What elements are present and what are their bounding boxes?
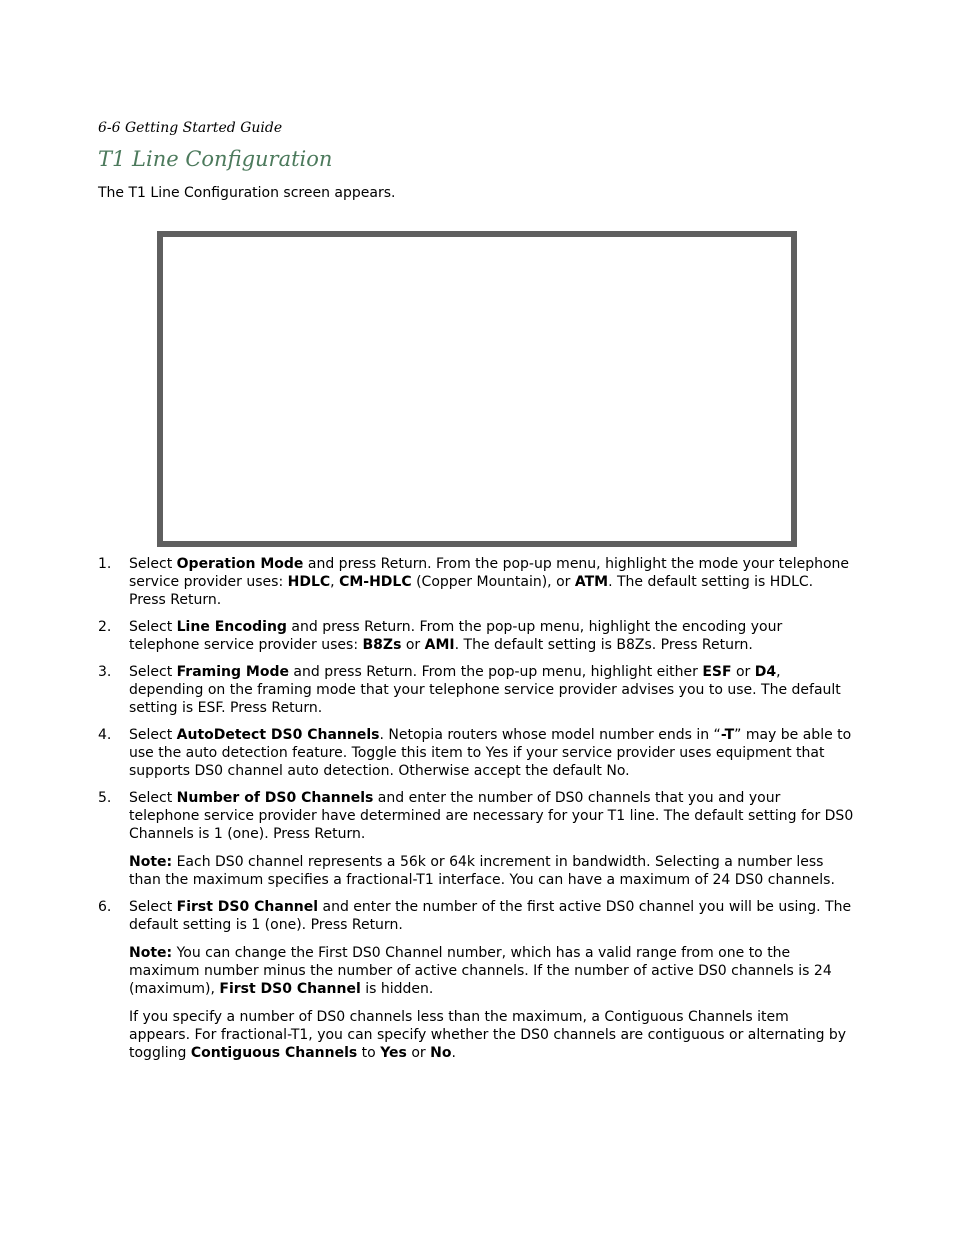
bold-term: CM-HDLC [339,574,412,590]
note-text: You can change the First DS0 Channel number, which has a valid range from one to the maximum number minus the number of active channels. If the number of active DS0 channels is 24 (maximum), [129,945,832,997]
step-number: 6. [98,899,112,915]
note-text: Each DS0 channel represents a 56k or 64k increment in bandwidth. Selecting a number less than the maximum specifies a fractional-T1 interface. You can have a maximum of 24 DS0 channels. [129,854,835,888]
text-run: Select [129,727,177,743]
text-run: , depending on the framing mode that your telephone service provider advises you to use. The default setting is ESF. Press Return. [129,664,841,716]
step-text [129,898,854,934]
text-run: or [401,637,425,653]
list-item-step-2 [98,618,854,654]
step-text [129,663,854,717]
text-run: and enter the number of the first active DS0 channel you will be using. The default setting is 1 (one). Press Return. [129,899,852,933]
bold-term: Contiguous Channels [190,1045,358,1061]
bold-term: Framing Mode [176,664,289,680]
note-label: Note: [129,854,173,870]
bold-term: No [430,1045,452,1061]
note-label: Note: [129,945,173,961]
bold-term: AMI [424,637,455,653]
text-run: and enter the number of DS0 channels that you and your telephone service provider have determined are necessary for your T1 line. The default setting for DS0 Channels is 1 (one). Press Return. [129,790,854,842]
text-run: , [330,574,340,590]
list-item-step-4 [98,726,854,780]
note [129,944,854,998]
list-item-step-1 [98,555,854,609]
list-item-step-5 [98,789,854,889]
text-run: or [731,664,755,680]
text-run: ” may be able to use the auto detection feature. Toggle this item to Yes if your service provider uses equipment that supports DS0 channel auto detection. Otherwise accept the default No. [129,727,852,779]
bold-term: Yes [380,1045,407,1061]
steps-list [98,555,854,1071]
bold-term: First DS0 Channel [176,899,319,915]
step-text [129,618,854,654]
text-run: to [357,1045,381,1061]
intro-text: The T1 Line Configuration screen appears. [98,185,396,201]
text-run: . [451,1045,456,1061]
list-item-step-3 [98,663,854,717]
step-number: 5. [98,790,112,806]
bold-term: HDLC [287,574,331,590]
text-run: and press Return. From the pop-up menu, highlight the mode your telephone service provider uses: [129,556,850,590]
text-run: (Copper Mountain), or [411,574,575,590]
step-number: 3. [98,664,112,680]
step-number: 4. [98,727,112,743]
text-run: . The default setting is B8Zs. Press Return. [454,637,753,653]
screenshot-placeholder-frame [157,231,797,547]
text-run: Select [129,556,177,572]
running-head: 6-6 Getting Started Guide [98,120,283,136]
bold-term: ESF [702,664,732,680]
step-paragraph [129,1008,854,1062]
bold-term: D4 [754,664,777,680]
text-run: and press Return. From the pop-up menu, highlight the encoding your telephone service provider uses: [129,619,783,653]
text-run: or [406,1045,431,1061]
bold-term: B8Zs [362,637,402,653]
list-item-step-6 [98,898,854,1062]
bold-term: Number of DS0 Channels [176,790,374,806]
note-text: is hidden. [360,981,434,997]
step-text [129,789,854,843]
text-run: Select [129,619,177,635]
bold-term: -T [720,727,735,743]
text-run: If you specify a number of DS0 channels less than the maximum, a Contiguous Channels item appears. For fractional-T1, you can specify whether the DS0 channels are contiguous or alternating by toggling [129,1009,847,1061]
note [129,853,854,889]
text-run: . The default setting is HDLC. Press Return. [129,574,814,608]
text-run: and press Return. From the pop-up menu, highlight either [288,664,703,680]
step-text [129,726,854,780]
section-title: T1 Line Configuration [98,147,333,171]
text-run: . Netopia routers whose model number ends in “ [379,727,721,743]
bold-term: Line Encoding [176,619,287,635]
text-run: Select [129,664,177,680]
text-run: Select [129,899,177,915]
text-run: Select [129,790,177,806]
step-number: 2. [98,619,112,635]
bold-term: ATM [574,574,609,590]
step-number: 1. [98,556,112,572]
bold-term: Operation Mode [176,556,304,572]
bold-term: First DS0 Channel [219,981,361,997]
bold-term: AutoDetect DS0 Channels [176,727,380,743]
step-text [129,555,854,609]
